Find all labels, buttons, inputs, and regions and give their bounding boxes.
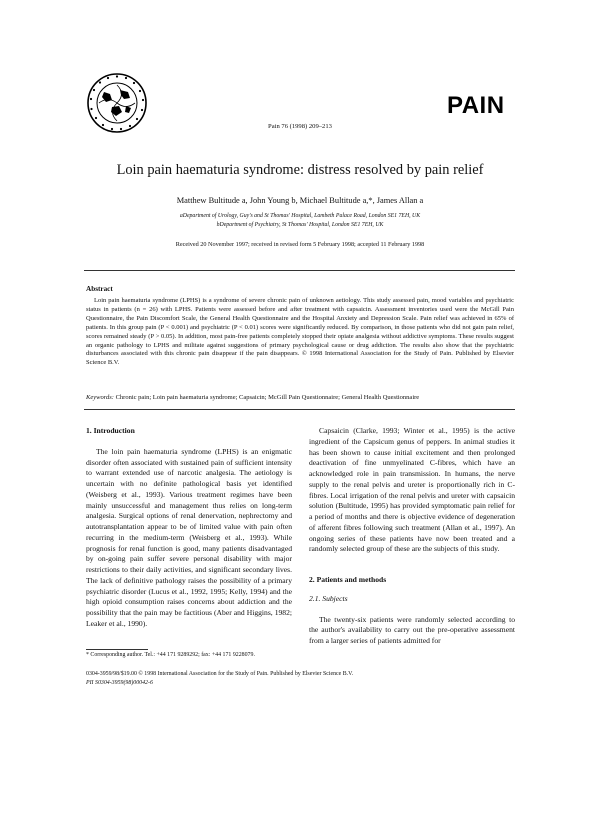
received-dates: Received 20 November 1997; received in revised form 5 February 1998; accepted 11 February 1998: [175, 241, 425, 248]
journal-citation: Pain 76 (1998) 209–213: [268, 123, 332, 130]
capsaicin-paragraph: Capsaicin (Clarke, 1993; Winter et al., 1995) is the active ingredient of the Capsicum genus of peppers. In animal studies it has been shown to cause initial excitement and then prolonged deactivation of fine unmyelinated C-fibres, which have an acknowledged role in pain transmission. In humans, the nerve supply to the renal pelvis and ureter is proportionally rich in C-fibres. Local irrigation of the renal pelvis and ureter with capsaicin solution (Bultitude, 1995) has provided symptomatic pain relief for a period of months and there is objective evidence of degeneration of afferent fibres following such treatment (Allan et al., 1997). An ongoing series of these patients have now been treated and a randomly selected group of these are the subjects of this study.: [309, 426, 515, 554]
section-methods-heading: 2. Patients and methods: [309, 575, 387, 584]
subjects-paragraph: The twenty-six patients were randomly selected according to the author's availability to carry out the pre-operative assessment from a larger series of patients admitted for: [309, 614, 515, 645]
footnote-divider: [86, 649, 148, 650]
keywords-text: Chronic pain; Loin pain haematuria syndrome; Capsaicin; McGill Pain Questionnaire; General Health Questionnaire: [115, 394, 420, 401]
abstract-text: Loin pain haematuria syndrome (LPHS) is a syndrome of severe chronic pain of unknown aetiology. This study assessed pain, mood variables and psychiatric status in patients (n = 26) with LPHS. Patients were assessed before and after treatment with capsaicin. Assessment inventories used were the McGill Pain Questionnaire, the Pain Discomfort Scale, the General Health Questionnaire and the Hospital Anxiety and Depression Scale. Pain relief was achieved in 65% of patients. In this group pain (P < 0.001) and psychiatric (P < 0.01) scores were significantly reduced. By comparison, in those patients who did not gain pain relief, scores remained steady (P > 0.05). In addition, most pain-free patients completely stopped their opiate analgesia without addictive symptoms. These results suggest an organic pathology to LPHS and militate against suggestions of primary psychological cause or drug addiction. The results also show that the psychiatric disturbances associated with this chronic pain disappear if the pain disappears. © 1998 International Association for the Study of Pain. Published by Elsevier Science B.V.: [86, 297, 514, 367]
copyright-line: 0304-3959/98/$19.00 © 1998 International Association for the Study of Pain. Published by Elsevier Science B.V.: [86, 671, 354, 677]
article-title: Loin pain haematuria syndrome: distress resolved by pain relief: [116, 162, 484, 178]
abstract-heading: Abstract: [86, 285, 113, 293]
affiliation-a: aDepartment of Urology, Guy's and St Thomas' Hospital, Lambeth Palace Road, London SE1 7EH, UK: [179, 213, 421, 219]
introduction-paragraph: The loin pain haematuria syndrome (LPHS) is an enigmatic disorder often associated with sustained pain of sufficient intensity to warrant extended use of narcotic analgesia. The aetiology is uncertain with no definite pathological basis yet identified (Weisberg et al., 1993). Various treatment regimes have been mainly unsuccessful and management thus relies on long-term analgesia. Surgical options of renal denervation, nephrectomy and autotransplantation appear to be of limited value with pain often recurring in the medium-term (Weisberg et al., 1993). While prognosis for renal function is good, many patients disadvantaged by on-going pain suffer severe personal disability with major restrictions to their daily activities, and significant secondary lives. The lack of definitive pathology raises the possibility of a primary psychiatric disorder (Lucus et al., 1992, 1995; Kelly, 1994) and the high opioid consumption raises concerns about addiction and the possibility that the pain may be factitious (Aber and Higgins, 1982; Leaker et al., 1990).: [86, 446, 292, 628]
keywords-label: Keywords:: [86, 394, 114, 401]
subsection-subjects-heading: 2.1. Subjects: [309, 593, 348, 603]
top-divider: [84, 270, 515, 271]
author-list: Matthew Bultitude a, John Young b, Michael Bultitude a,*, James Allan a: [176, 196, 424, 205]
bottom-divider: [84, 409, 515, 410]
pii-line: PII S0304-3959(98)00042-6: [86, 680, 153, 686]
right-column: [309, 426, 515, 647]
corresponding-author-footnote: * Corresponding author. Tel.: +44 171 9289292; fax: +44 171 9228079.: [86, 652, 255, 658]
section-introduction-heading: 1. Introduction: [86, 426, 135, 435]
keywords-line: [86, 394, 516, 401]
left-column: [86, 426, 292, 630]
journal-name: PAIN: [447, 92, 505, 119]
affiliation-b: bDepartment of Psychiatry, St Thomas' Hospital, London SE1 7EH, UK: [216, 222, 384, 228]
